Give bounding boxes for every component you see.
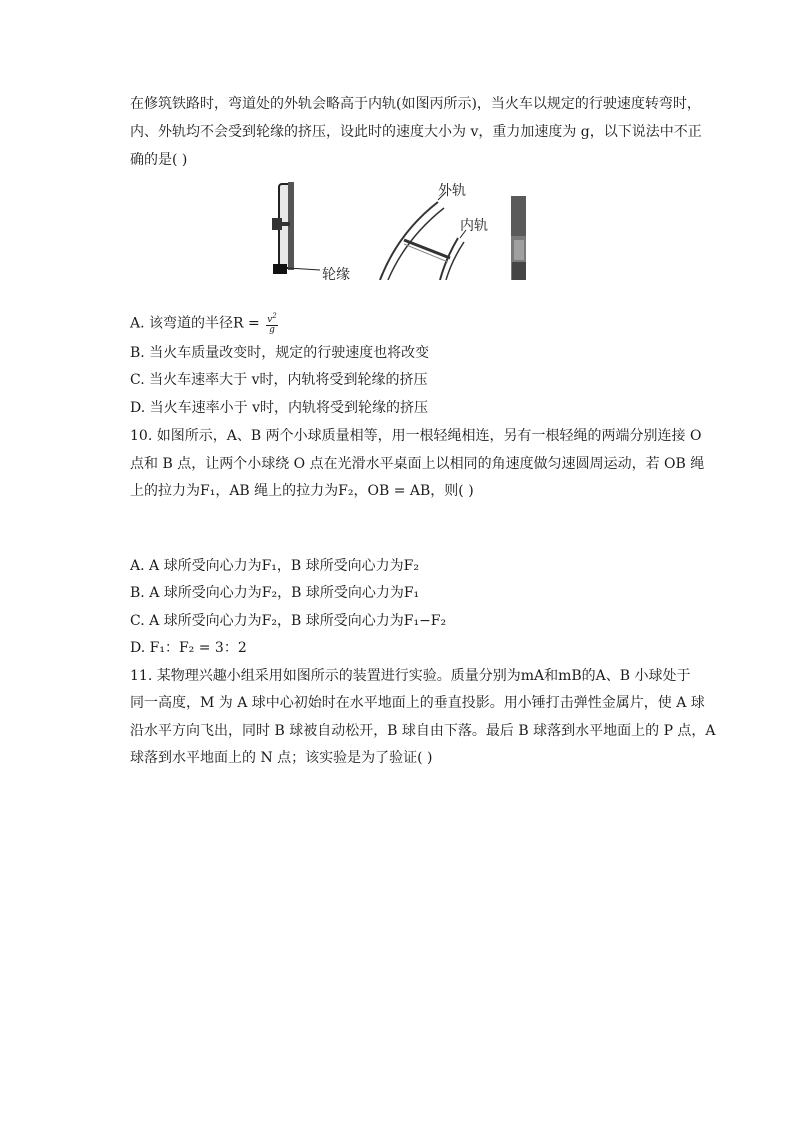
q9-figure bbox=[268, 178, 526, 280]
q10-option-a[interactable]: A. A 球所受向心力为F₁，B 球所受向心力为F₂ bbox=[130, 558, 419, 574]
wheel-flange-label: 轮缘 bbox=[322, 267, 350, 280]
inner-rail-label: 内轨 bbox=[460, 218, 488, 234]
wheel-drawing bbox=[272, 182, 320, 274]
formula-denominator: g bbox=[269, 325, 275, 335]
q10-stem-line-3: 上的拉力为F₁，AB 绳上的拉力为F₂，OB = AB，则( ) bbox=[130, 483, 474, 499]
q10-stem-line-2: 点和 B 点，让两个小球绕 O 点在光滑水平桌面上以相同的角速度做匀速圆周运动，若 OB 绳 bbox=[130, 456, 705, 472]
q10-stem-line-1: 10. 如图所示，A、B 两个小球质量相等，用一根轻绳相连，另有一根轻绳的两端分别连接 O bbox=[130, 428, 702, 444]
q9-option-d[interactable]: D. 当火车速率小于 v时，内轨将受到轮缘的挤压 bbox=[130, 400, 428, 416]
q9-stem-line-3: 确的是( ) bbox=[130, 152, 188, 168]
formula-numerator: v bbox=[267, 315, 273, 325]
q9-stem-line-1: 在修筑铁路时，弯道处的外轨会略高于内轨(如图丙所示)，当火车以规定的行驶速度转弯时， bbox=[130, 96, 701, 112]
q9-option-b[interactable]: B. 当火车质量改变时，规定的行驶速度也将改变 bbox=[130, 345, 430, 361]
rail-figure bbox=[268, 178, 526, 280]
q11-stem-line-1: 11. 某物理兴趣小组采用如图所示的装置进行实验。质量分别为mA和mB的A、B 小球处于 bbox=[130, 668, 691, 684]
q9-stem-line-2: 内、外轨均不会受到轮缘的挤压，设此时的速度大小为 v，重力加速度为 g，以下说法中不正 bbox=[130, 124, 702, 140]
q10-option-c[interactable]: C. A 球所受向心力为F₂，B 球所受向心力为F₁−F₂ bbox=[130, 613, 447, 629]
q10-option-d[interactable]: D. F₁：F₂ = 3：2 bbox=[130, 640, 247, 656]
rail-curve-drawing bbox=[380, 192, 466, 280]
q11-stem-line-3: 沿水平方向飞出，同时 B 球被自动松开，B 球自由下落。最后 B 球落到水平地面上的 P 点，A bbox=[130, 723, 716, 739]
radius-formula: $\frac{v^2}{g}$ bbox=[267, 312, 277, 335]
q9-option-a[interactable] bbox=[130, 312, 278, 335]
q11-stem-line-4: 球落到水平地面上的 N 点；该实验是为了验证( ) bbox=[130, 750, 433, 766]
q9-option-c[interactable]: C. 当火车速率大于 v时，内轨将受到轮缘的挤压 bbox=[130, 372, 428, 388]
photo-strip bbox=[511, 196, 526, 280]
q10-option-b[interactable]: B. A 球所受向心力为F₂，B 球所受向心力为F₁ bbox=[130, 585, 420, 601]
q11-stem-line-2: 同一高度，M 为 A 球中心初始时在水平地面上的垂直投影。用小锤打击弹性金属片，使 A 球 bbox=[130, 695, 705, 711]
outer-rail-label: 外轨 bbox=[438, 183, 466, 199]
q9-option-a-text: A. 该弯道的半径R = bbox=[130, 315, 265, 332]
